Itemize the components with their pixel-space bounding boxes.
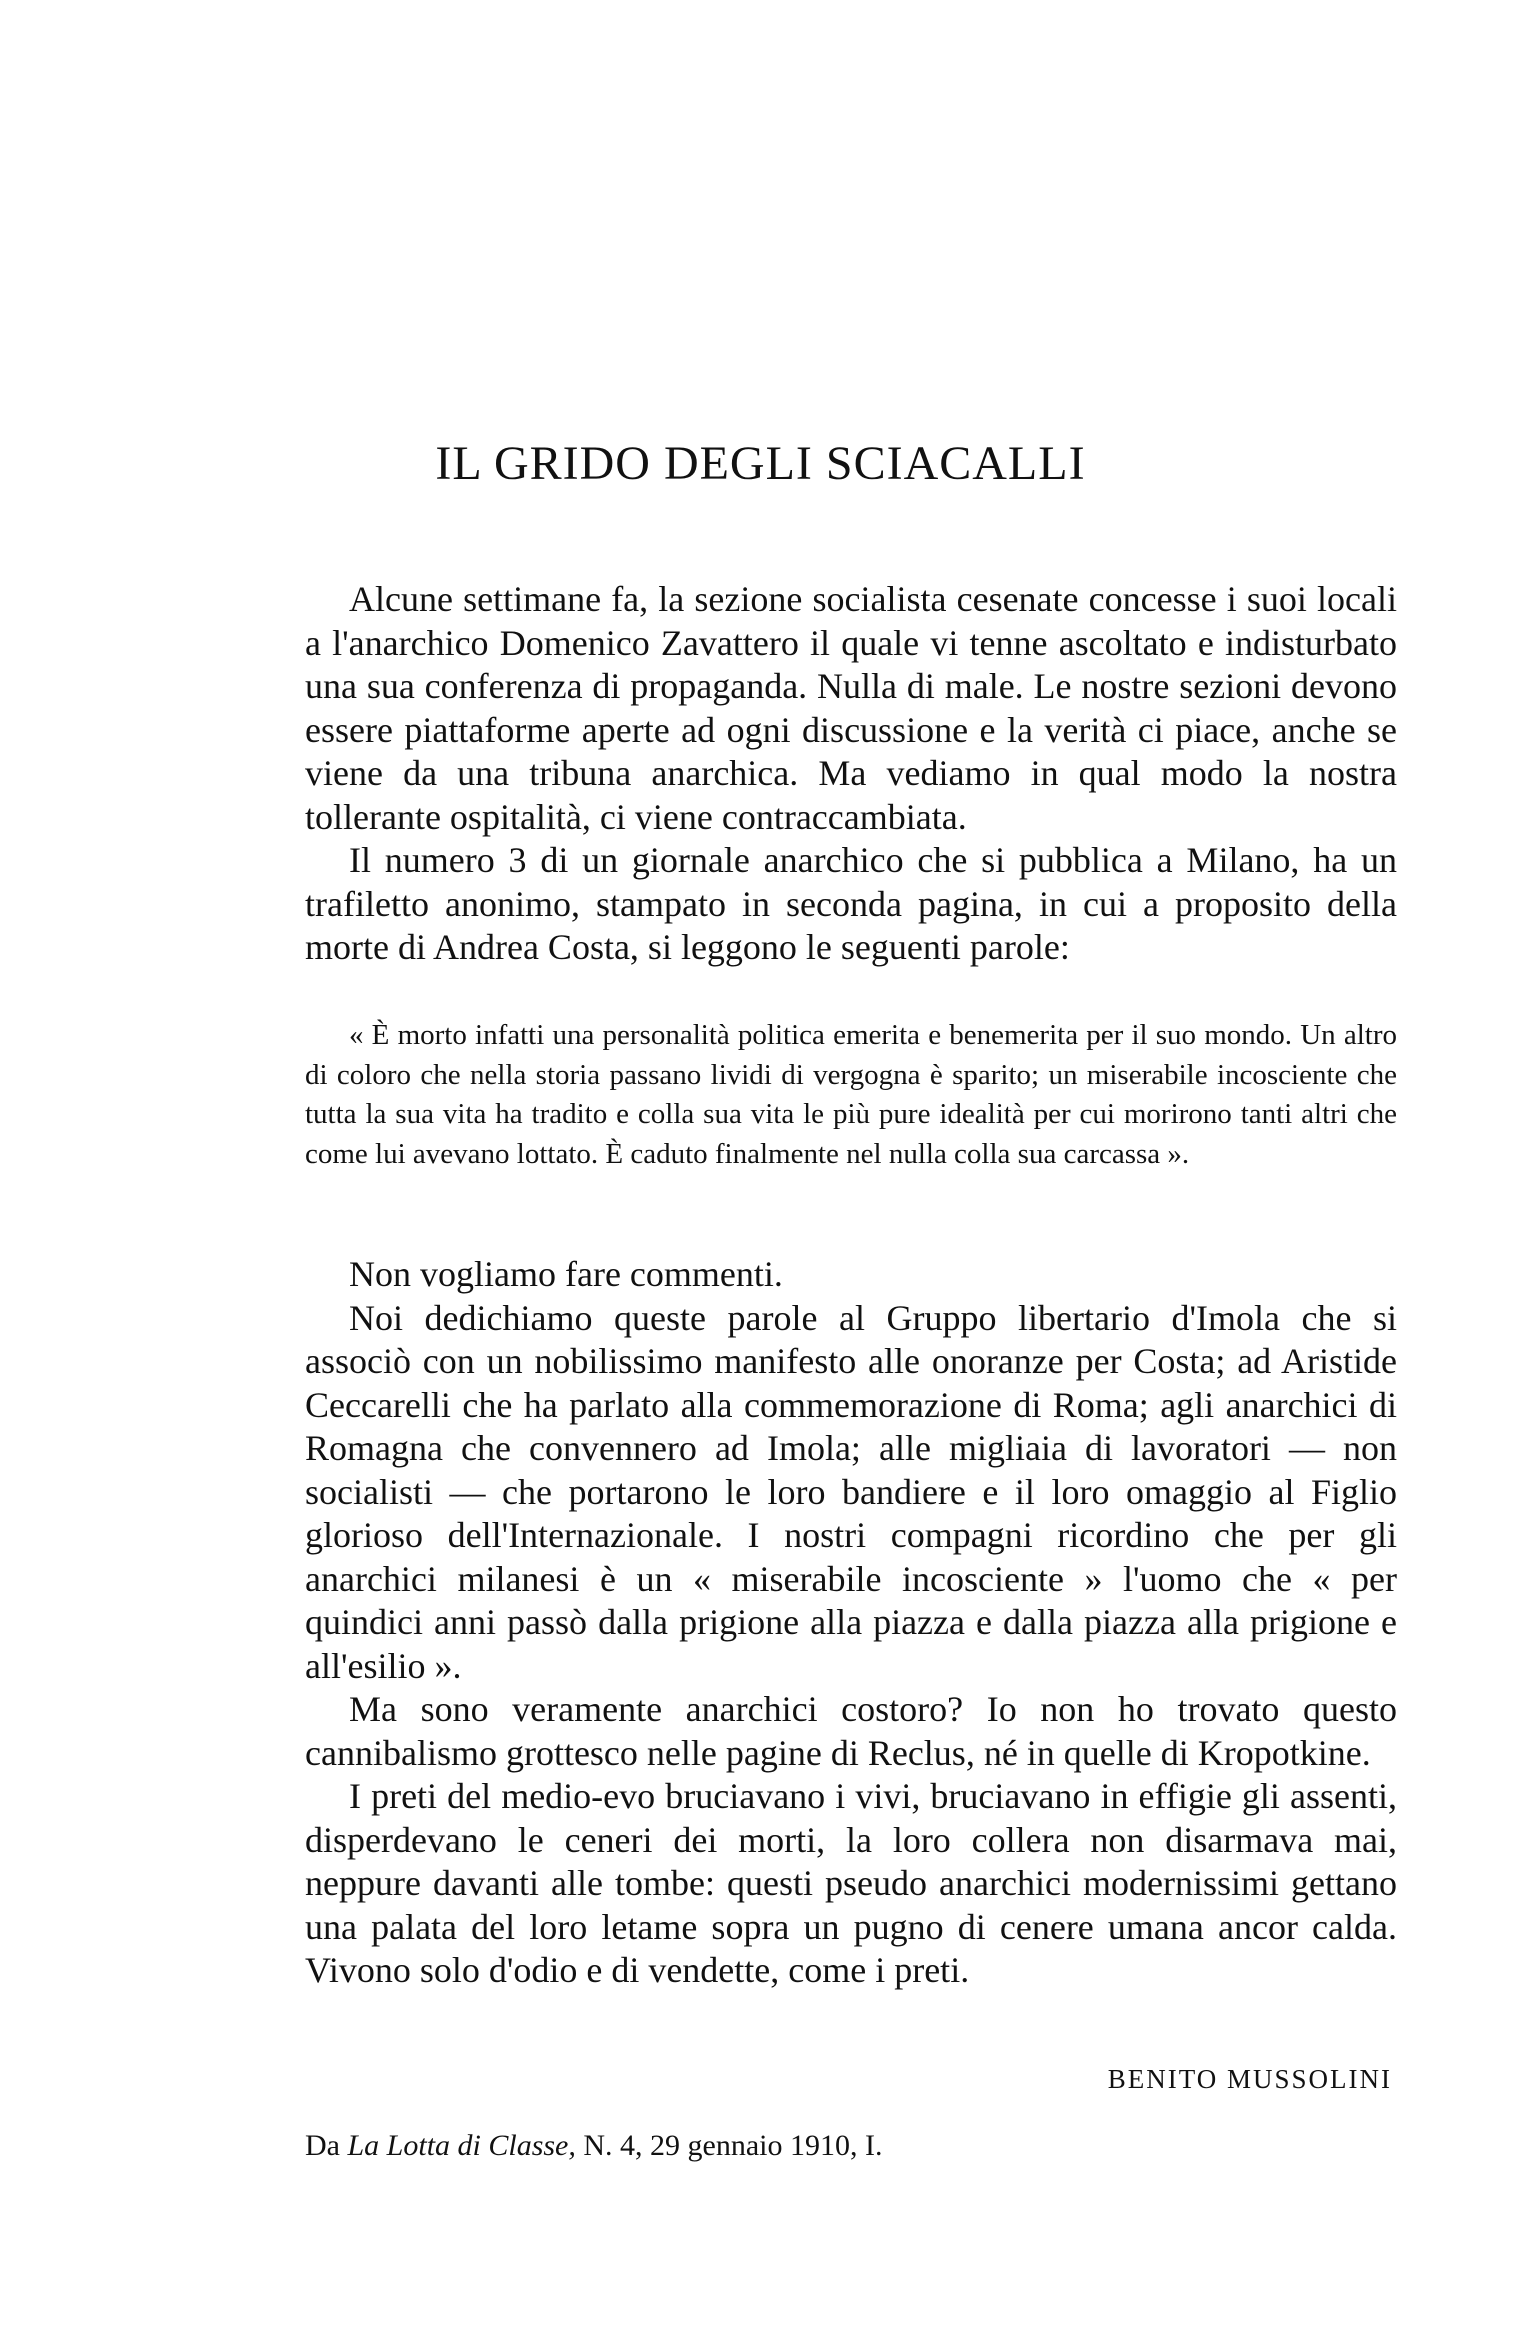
source-publication: La Lotta di Classe, (347, 2129, 576, 2162)
article-title: IL GRIDO DEGLI SCIACALLI (435, 437, 1086, 490)
block-quote: « È morto infatti una personalità politica emerita e benemerita per il suo mondo. Un altro di coloro che nella storia passano lividi di vergogna è sparito; un miserabile incosciente che tutta la sua vita ha tradito e colla sua vita le più pure idealità per cui morirono tanti altri che come lui avevano lottato. È caduto finalmente nel nulla colla sua carcassa ». (305, 1019, 1397, 1170)
source-suffix: N. 4, 29 gennaio 1910, I. (575, 2129, 883, 2162)
paragraph: Alcune settimane fa, la sezione socialista cesenate concesse i suoi locali a l'anarchico Domenico Zavattero il quale vi tenne ascoltato e indisturbato una sua conferenza di propaganda. Nulla di male. Le nostre sezioni devono essere piattaforme aperte ad ogni discussione e la verità ci piace, anche se viene da una tribuna anarchica. Ma vediamo in qual modo la nostra tollerante ospitalità, ci viene contraccambiata. (305, 579, 1397, 837)
paragraph: Noi dedichiamo queste parole al Gruppo libertario d'Imola che si associò con un nobilissimo manifesto alle onoranze per Costa; ad Aristide Ceccarelli che ha parlato alla commemorazione di Roma; agli anarchici di Romagna che convennero ad Imola; alle migliaia di lavoratori — non socialisti — che portarono le loro bandiere e il loro omaggio al Figlio glorioso dell'Internazionale. I nostri compagni ricordino che per gli anarchici milanesi è un « miserabile incosciente » l'uomo che « per quindici anni passò dalla prigione alla piazza e dalla piazza alla prigione e all'esilio ». (305, 1297, 1397, 1686)
paragraph: Il numero 3 di un giornale anarchico che si pubblica a Milano, ha un trafiletto anonimo, stampato in seconda pagina, in cui a proposito della morte di Andrea Costa, si leggono le seguenti parole: (305, 840, 1397, 967)
source-prefix: Da (305, 2129, 348, 2162)
paragraph: Non vogliamo fare commenti. (349, 1254, 783, 1294)
author-signature: BENITO MUSSOLINI (1107, 2064, 1392, 2094)
paragraph: I preti del medio-evo bruciavano i vivi, bruciavano in effigie gli assenti, disperdevano le ceneri dei morti, la loro collera non disarmava mai, neppure davanti alle tombe: questi pseudo anarchici modernissimi gettano una palata del loro letame sopra un pugno di cenere umana ancor calda. Vivono solo d'odio e di vendette, come i preti. (305, 1776, 1397, 1990)
article-body-bottom (305, 1253, 1397, 1993)
paragraph: Ma sono veramente anarchici costoro? Io non ho trovato questo cannibalismo grottesco nelle pagine di Reclus, né in quelle di Kropotkine. (305, 1689, 1397, 1773)
source-citation (305, 2129, 883, 2163)
article-body-top (305, 578, 1397, 970)
